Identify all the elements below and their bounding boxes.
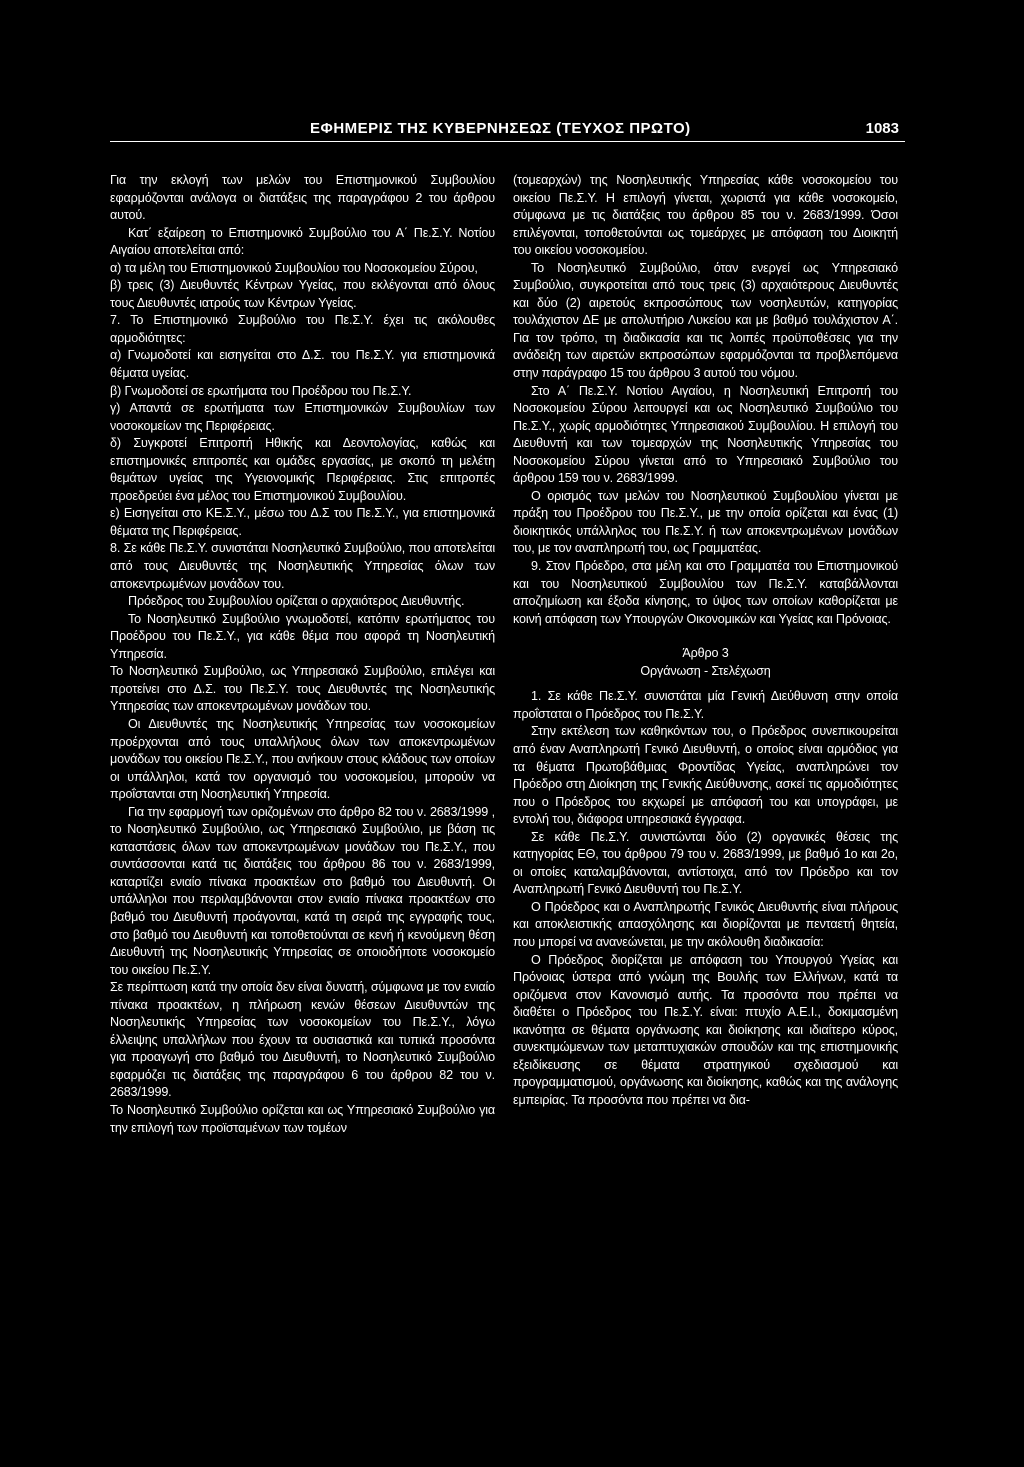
paragraph: Ο Πρόεδρος και ο Αναπληρωτής Γενικός Διευθυντής είναι πλήρους και αποκλειστικής απασχόλησης και διορίζονται με πενταετή θητεία, που μπορεί να ανανεώνεται, με την ακόλουθη διαδικασία:: [513, 899, 898, 949]
page-header: [110, 112, 905, 142]
paragraph: β) τρεις (3) Διευθυντές Κέντρων Υγείας, που εκλέγονται από όλους τους Διευθυντές ιατρούς των Κέντρων Υγείας.: [110, 278, 495, 310]
right-column: [513, 172, 898, 1109]
paragraph: Κατ΄ εξαίρεση το Επιστημονικό Συμβούλιο του Α΄ Πε.Σ.Υ. Νοτίου Αιγαίου αποτελείται από:: [110, 225, 495, 258]
paragraph: 1. Σε κάθε Πε.Σ.Υ. συνιστάται μία Γενική Διεύθυνση στην οποία προΐσταται ο Πρόεδρος του Πε.Σ.Υ.: [513, 689, 898, 721]
gazette-title: ΕΦΗΜΕΡΙΣ ΤΗΣ ΚΥΒΕΡΝΗΣΕΩΣ (ΤΕΥΧΟΣ ΠΡΩΤΟ): [310, 120, 691, 137]
paragraph: Οι Διευθυντές της Νοσηλευτικής Υπηρεσίας των νοσοκομείων προέρχονται από τους υπαλλήλους όλων των αποκεντρωμένων μονάδων του οικείου Πε.Σ.Υ., που ανήκουν στους κλάδους των οποίων οι υπάλληλοι, κατά τον οργανισμό του νοσοκομείου, μπορούν να προΐστανται στη Νοσηλευτική Υπηρεσία.: [110, 716, 495, 802]
paragraph: Ο Πρόεδρος διορίζεται με απόφαση του Υπουργού Υγείας και Πρόνοιας ύστερα από γνώμη της Βουλής των Ελλήνων, κατά τα οριζόμενα στον Κανονισμό αυτής. Τα προσόντα που πρέπει να διαθέτει ο Πρόεδρος του Πε.Σ.Υ. είναι: πτυχίο Α.Ε.Ι., δοκιμασμένη ικανότητα σε θέματα οργάνωσης και διοίκησης και ιδιαίτερο κύρος, συνεκτιμώμενων των μεταπτυχιακών σπουδών και της επιστημονικής εξειδίκευσης σε θέματα στρατηγικού σχεδιασμού και προγραμματισμού, οργάνωσης και διοίκησης, καθώς και της ανάλογης εμπειρίας. Τα προσόντα που πρέπει να δια-: [513, 952, 898, 1107]
page-number: 1083: [865, 120, 899, 137]
paragraph: Το Νοσηλευτικό Συμβούλιο, όταν ενεργεί ως Υπηρεσιακό Συμβούλιο, συγκροτείται από τους τρεις (3) αρχαιότερους Διευθυντές και δύο (2) αιρετούς εκπροσώπους των νοσηλευτών, κατηγορίας τουλάχιστον ΔΕ με απολυτήριο Λυκείου και με βαθμό τουλάχιστον Α΄. Για τον τρόπο, τη διαδικασία και τις λοιπές προϋποθέσεις για την ανάδειξη των αιρετών εκπροσώπων εφαρμόζονται τα προβλεπόμενα στην παράγραφο 15 του άρθρου 3 αυτού του νόμου.: [513, 260, 898, 381]
paragraph: 9. Στον Πρόεδρο, στα μέλη και στο Γραμματέα του Επιστημονικού και του Νοσηλευτικού Συμβουλίου των Πε.Σ.Υ. καταβάλλονται αποζημίωση και έξοδα κίνησης, το ύψος των οποίων καθορίζεται με κοινή απόφαση των Υπουργών Οικονομικών και Υγείας και Πρόνοιας.: [513, 559, 898, 626]
paragraph: α) τα μέλη του Επιστημονικού Συμβουλίου του Νοσοκομείου Σύρου,: [110, 260, 478, 275]
left-column: [110, 172, 495, 1137]
paragraph: Στην εκτέλεση των καθηκόντων του, ο Πρόεδρος συνεπικουρείται από έναν Αναπληρωτή Γενικό Διευθυντή, ο οποίος είναι αρμόδιος για τα θέματα Πρωτοβάθμιας Φροντίδας Υγείας, αναπληρώνει τον Πρόεδρο στη Διοίκηση της Γενικής Διεύθυνσης, ασκεί τις αρμοδιότητες που ο Πρόεδρος του εκχωρεί με απόφασή του και υπογράφει, με εντολή του, διάφορα υπηρεσιακά έγγραφα.: [513, 724, 898, 827]
paragraph: 7. Το Επιστημονικό Συμβούλιο του Πε.Σ.Υ. έχει τις ακόλουθες αρμοδιότητες:: [110, 313, 495, 345]
paragraph: Για την εκλογή των μελών του Επιστημονικού Συμβουλίου εφαρμόζονται ανάλογα οι διατάξεις της παραγράφου 2 του άρθρου αυτού.: [110, 173, 495, 223]
paragraph: Ο ορισμός των μελών του Νοσηλευτικού Συμβουλίου γίνεται με πράξη του Προέδρου του Πε.Σ.Υ., με την οποία ορίζεται και ένας (1) διοικητικός υπάλληλος του Πε.Σ.Υ. ή των αποκεντρωμένων μονάδων του, με τον αναπληρωτή του, ως Γραμματέας.: [513, 488, 898, 556]
paragraph: α) Γνωμοδοτεί και εισηγείται στο Δ.Σ. του Πε.Σ.Υ. για επιστημονικά θέματα υγείας.: [110, 348, 495, 381]
paragraph: γ) Απαντά σε ερωτήματα των Επιστημονικών Συμβουλίων των νοσοκομείων της Περιφέρειας.: [110, 401, 495, 433]
paragraph: Σε περίπτωση κατά την οποία δεν είναι δυνατή, σύμφωνα με τον ενιαίο πίνακα προακτέων, η πλήρωση κενών θέσεων Διευθυντών της Νοσηλευτικής Υπηρεσίας των νοσοκομείων του Πε.Σ.Υ., λόγω έλλειψης υπαλλήλων που έχουν τα ουσιαστικά και τυπικά προσόντα για προαγωγή στο βαθμό του Διευθυντή, το Νοσηλευτικό Συμβούλιο εφαρμόζει τις διατάξεις της παραγράφου 6 του άρθρου 82 του ν. 2683/1999.: [110, 980, 495, 1100]
paragraph: (τομεαρχών) της Νοσηλευτικής Υπηρεσίας κάθε νοσοκομείου του οικείου Πε.Σ.Υ. Η επιλογή γίνεται, χωριστά για κάθε νοσοκομείο, σύμφωνα με τις διατάξεις του άρθρου 85 του ν. 2683/1999. Όσοι επιλέγονται, τοποθετούνται ως τομεάρχες με απόφαση του Διοικητή του οικείου νοσοκομείου.: [513, 173, 898, 258]
paragraph: 8. Σε κάθε Πε.Σ.Υ. συνιστάται Νοσηλευτικό Συμβούλιο, που αποτελείται από τους Διευθυντές της Νοσηλευτικής Υπηρεσίας όλων των αποκεντρωμένων μονάδων του.: [110, 541, 495, 591]
article-title: Οργάνωση - Στελέχωση: [640, 663, 771, 678]
paragraph: ε) Εισηγείται στο ΚΕ.Σ.Υ., μέσω του Δ.Σ του Πε.Σ.Υ., για επιστημονικά θέματα της Περιφέρειας.: [110, 506, 495, 538]
paragraph: Για την εφαρμογή των οριζομένων στο άρθρο 82 του ν. 2683/1999 , το Νοσηλευτικό Συμβούλιο, ως Υπηρεσιακό Συμβούλιο, με βάση τις καταστάσεις όλων των αποκεντρωμένων μονάδων του Πε.Σ.Υ., που συντάσσονται κατά τις διατάξεις του άρθρου 86 του ν. 2683/1999, καταρτίζει ενιαίο πίνακα προακτέων στο βαθμό του Διευθυντή. Οι υπάλληλοι που περιλαμβάνονται στον ενιαίο πίνακα προακτέων στο βαθμό του Διευθυντή προάγονται, κατά τη σειρά της εγγραφής τους, στο βαθμό του Διευθυντή και τοποθετούνται σε κενή ή κενούμενη θέση Διευθυντή της Νοσηλευτικής Υπηρεσίας σε οποιοδήποτε νοσοκομείο του οικείου Πε.Σ.Υ.: [110, 804, 495, 977]
paragraph: Το Νοσηλευτικό Συμβούλιο γνωμοδοτεί, κατόπιν ερωτήματος του Προέδρου του Πε.Σ.Υ., για κάθε θέμα που αφορά τη Νοσηλευτική Υπηρεσία.: [110, 611, 495, 661]
paragraph: δ) Συγκροτεί Επιτροπή Ηθικής και Δεοντολογίας, καθώς και επιστημονικές επιτροπές και ομάδες εργασίας, με σκοπό τη μελέτη θεμάτων υγείας της Υγειονομικής Περιφέρειας. Στις επιτροπές προεδρεύει ένα μέλος του Επιστημονικού Συμβουλίου.: [110, 436, 495, 503]
paragraph: Το Νοσηλευτικό Συμβούλιο ορίζεται και ως Υπηρεσιακό Συμβούλιο για την επιλογή των προϊσταμένων των τομέων: [110, 1102, 495, 1135]
paragraph: Στο Α΄ Πε.Σ.Υ. Νοτίου Αιγαίου, η Νοσηλευτική Επιτροπή του Νοσοκομείου Σύρου λειτουργεί και ως Νοσηλευτικό Συμβούλιο του Πε.Σ.Υ., χωρίς αρμοδιότητες Υπηρεσιακού Συμβουλίου. Η επιλογή του Διευθυντή και των τομεαρχών της Νοσηλευτικής Υπηρεσίας του Νοσοκομείου Σύρου γίνεται από το Υπηρεσιακό Συμβούλιο του άρθρου 159 του ν. 2683/1999.: [513, 383, 898, 486]
article-number: Άρθρο 3: [682, 646, 729, 661]
paragraph: Πρόεδρος του Συμβουλίου ορίζεται ο αρχαιότερος Διευθυντής.: [128, 594, 465, 609]
paragraph: Το Νοσηλευτικό Συμβούλιο, ως Υπηρεσιακό Συμβούλιο, επιλέγει και προτείνει στο Δ.Σ. του Πε.Σ.Υ. τους Διευθυντές της Νοσηλευτικής Υπηρεσίας των αποκεντρωμένων μονάδων του.: [110, 664, 495, 714]
paragraph: β) Γνωμοδοτεί σε ερωτήματα του Προέδρου του Πε.Σ.Υ.: [110, 383, 412, 398]
paragraph: Σε κάθε Πε.Σ.Υ. συνιστώνται δύο (2) οργανικές θέσεις της κατηγορίας ΕΘ, του άρθρου 79 του ν. 2683/1999, με βαθμό 1ο και 2ο, οι οποίες καταλαμβάνονται, αντίστοιχα, από τον Πρόεδρο και τον Αναπληρωτή Γενικό Διευθυντή του Πε.Σ.Υ.: [513, 829, 898, 897]
